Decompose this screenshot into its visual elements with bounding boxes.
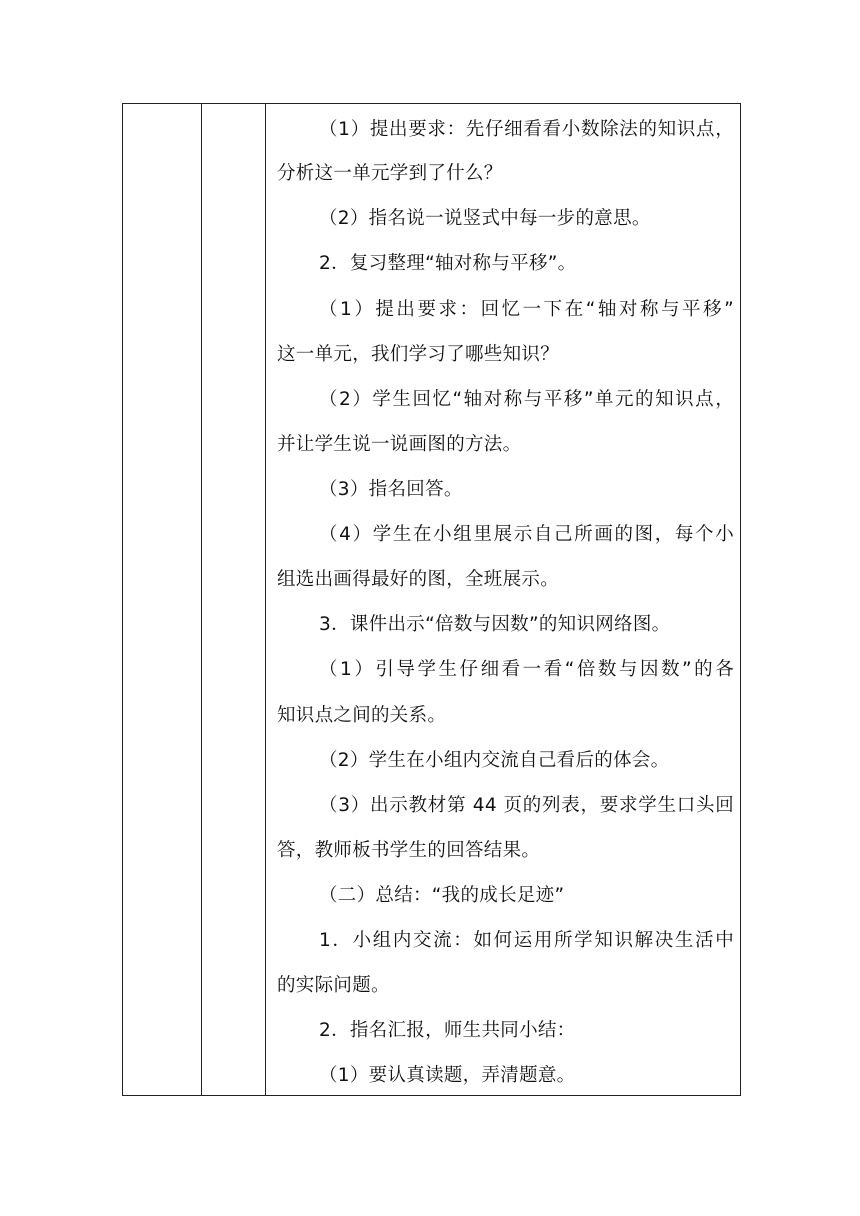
paragraph-line: （1）要认真读题，弄清题意。 bbox=[319, 1065, 576, 1086]
paragraph-line: （2）指名说一说竖式中每一步的意思。 bbox=[319, 208, 651, 229]
paragraph-line: （3）出示教材第 44 页的列表，要求学生口头回 bbox=[319, 795, 734, 816]
paragraph-line: 1．小组内交流：如何运用所学知识解决生活中 bbox=[319, 930, 734, 951]
paragraph-line: （二）总结：“我的成长足迹” bbox=[319, 885, 565, 906]
paragraph-line: 并让学生说一说画图的方法。 bbox=[277, 434, 522, 455]
paragraph-line: 2．指名汇报，师生共同小结： bbox=[319, 1020, 576, 1041]
paragraph-line: 组选出画得最好的图，全班展示。 bbox=[277, 569, 560, 590]
paragraph-line: 的实际问题。 bbox=[277, 975, 390, 996]
paragraph-line: 知识点之间的关系。 bbox=[277, 705, 447, 726]
table-column-divider bbox=[201, 104, 202, 1095]
paragraph-line: （1）提出要求：先仔细看看小数除法的知识点， bbox=[319, 119, 734, 140]
paragraph-line: （2）学生回忆“轴对称与平移”单元的知识点， bbox=[319, 389, 734, 410]
paragraph-line: （1）提出要求：回忆一下在“轴对称与平移” bbox=[319, 299, 734, 320]
paragraph-line: 这一单元，我们学习了哪些知识？ bbox=[277, 344, 560, 365]
paragraph-line: 分析这一单元学到了什么？ bbox=[277, 163, 503, 184]
paragraph-line: 2．复习整理“轴对称与平移”。 bbox=[319, 253, 577, 274]
lesson-plan-table bbox=[122, 103, 741, 1096]
paragraph-line: （2）学生在小组内交流自己看后的体会。 bbox=[319, 750, 670, 771]
table-column-divider bbox=[265, 104, 266, 1095]
paragraph-line: （4）学生在小组里展示自己所画的图，每个小 bbox=[319, 524, 734, 545]
paragraph-line: （3）指名回答。 bbox=[319, 479, 463, 500]
paragraph-line: 3．课件出示“倍数与因数”的知识网络图。 bbox=[319, 614, 671, 635]
paragraph-line: （1）引导学生仔细看一看“倍数与因数”的各 bbox=[319, 659, 734, 680]
paragraph-line: 答，教师板书学生的回答结果。 bbox=[277, 840, 541, 861]
